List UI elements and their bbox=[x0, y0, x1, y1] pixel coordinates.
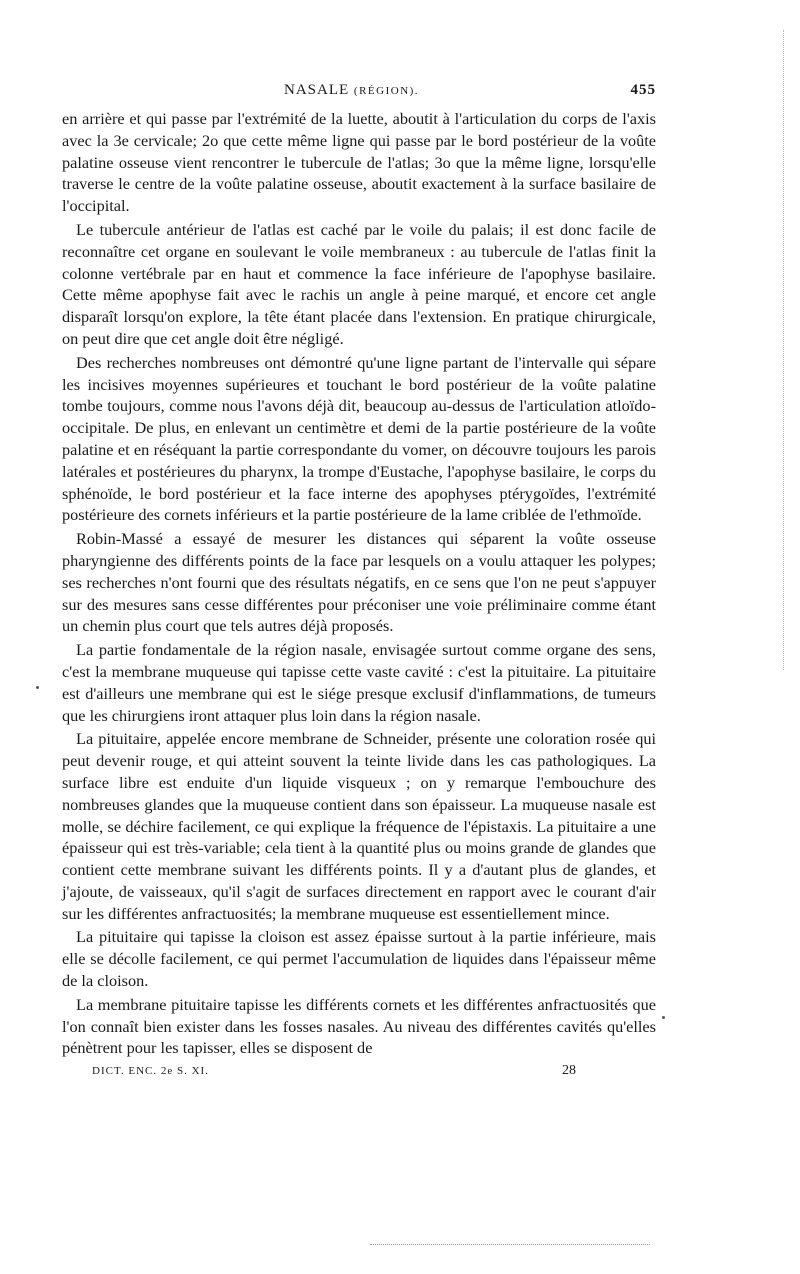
running-title-main: NASALE bbox=[284, 82, 350, 98]
paragraph-8: La membrane pituitaire tapisse les différents cornets et les différentes anfractuosités que l'on connaît bien exister dans les fosses nasales. Au niveau des différentes cavités qu'elles pénètrent pour les tapisser, elles se disposent de bbox=[62, 994, 656, 1058]
running-head bbox=[62, 82, 656, 108]
signature-number: 28 bbox=[562, 1063, 576, 1079]
paragraph-1: en arrière et qui passe par l'extrémité de la luette, aboutit à l'articulation du corps de l'axis avec la 3e cervicale; 2o que cette même ligne qui passe par le bord postérieur de la voûte palatine osseuse vient rencontrer le tubercule de l'atlas; 3o que la même ligne, lorsqu'elle traverse le centre de la voûte palatine osseuse, aboutit exactement à la surface basilaire de l'occipital. bbox=[62, 109, 656, 216]
paragraph-4: Robin-Massé a essayé de mesurer les distances qui séparent la voûte osseuse pharyngienne des différents points de la face par lesquels on a voulu attaquer les polypes; ses recherches n'ont fourni que des résultats négatifs, en ce sens que l'on ne peut s'appuyer sur des mesures sans cesse différentes pour préconiser une voie préliminaire comme étant un chemin plus court que tels autres déjà proposés. bbox=[62, 529, 656, 636]
running-title bbox=[284, 82, 419, 99]
margin-mark-right bbox=[662, 1016, 665, 1019]
margin-mark-left bbox=[36, 686, 39, 689]
page-number: 455 bbox=[630, 82, 656, 98]
body-text bbox=[62, 108, 656, 1059]
paragraph-5: La partie fondamentale de la région nasale, envisagée surtout comme organe des sens, c'est la membrane muqueuse qui tapisse cette vaste cavité : c'est la pituitaire. La pituitaire est d'ailleurs une membrane qui est le siége presque exclusif d'inflammations, de tumeurs que les chirurgiens iront attaquer plus loin dans la région nasale. bbox=[62, 640, 656, 725]
paragraph-6: La pituitaire, appelée encore membrane de Schneider, présente une coloration rosée qui peut devenir rouge, et qui atteint souvent la teinte livide dans les cas pathologiques. La surface libre est enduite d'un liquide visqueux ; on y remarque l'embouchure des nombreuses glandes que la muqueuse contient dans son épaisseur. La muqueuse nasale est molle, se déchire facilement, ce qui explique la fréquence de l'épistaxis. La pituitaire a une épaisseur qui est très-variable; cela tient à la quantité plus ou moins grande de glandes que contient cette membrane suivant les différents points. Il y a d'autant plus de glandes, et j'ajoute, de vaisseaux, qu'il s'agit de surfaces directement en rapport avec le courant d'air sur les différentes anfractuosités; la membrane muqueuse est essentiellement mince. bbox=[62, 729, 656, 923]
bottom-dotted-rule bbox=[370, 1244, 650, 1245]
paragraph-3: Des recherches nombreuses ont démontré qu'une ligne partant de l'intervalle qui sépare les incisives moyennes supérieures et touchant le bord postérieur de la voûte palatine tombe toujours, comme nous l'avons déjà dit, beaucoup au-dessus de l'articulation atloïdo-occipitale. De plus, en enlevant un centimètre et demi de la partie postérieure de la voûte palatine et en réséquant la partie correspondante du vomer, on découvre toujours les parois latérales et postérieures du pharynx, la trompe d'Eustache, l'apophyse basilaire, le corps du sphénoïde, le bord postérieur et la face interne des apophyses ptérygoïdes, l'extrémité postérieure des cornets inférieurs et la partie postérieure de la lame criblée de l'ethmoïde. bbox=[62, 352, 656, 525]
paragraph-7: La pituitaire qui tapisse la cloison est assez épaisse surtout à la partie inférieure, mais elle se décolle facilement, ce qui permet l'accumulation de liquides dans l'épaisseur même de la cloison. bbox=[62, 927, 656, 991]
scan-edge-dots bbox=[779, 30, 784, 670]
printer-signature: DICT. ENC. 2e S. XI. bbox=[92, 1065, 209, 1078]
paragraph-2: Le tubercule antérieur de l'atlas est caché par le voile du palais; il est donc facile de reconnaître cet organe en soulevant le voile membraneux : au tubercule de l'atlas finit la colonne vertébrale par en haut et commence la face inférieure de l'apophyse basilaire. Cette même apophyse fait avec le rachis un angle à peine marqué, et encore cet angle disparaît lorsqu'on explore, la tête étant placée dans l'extension. En pratique chirurgicale, on peut dire que cet angle doit être négligé. bbox=[62, 219, 656, 348]
footer bbox=[62, 1063, 656, 1085]
page bbox=[62, 82, 656, 1085]
running-title-sub: (RÉGION). bbox=[353, 85, 420, 97]
